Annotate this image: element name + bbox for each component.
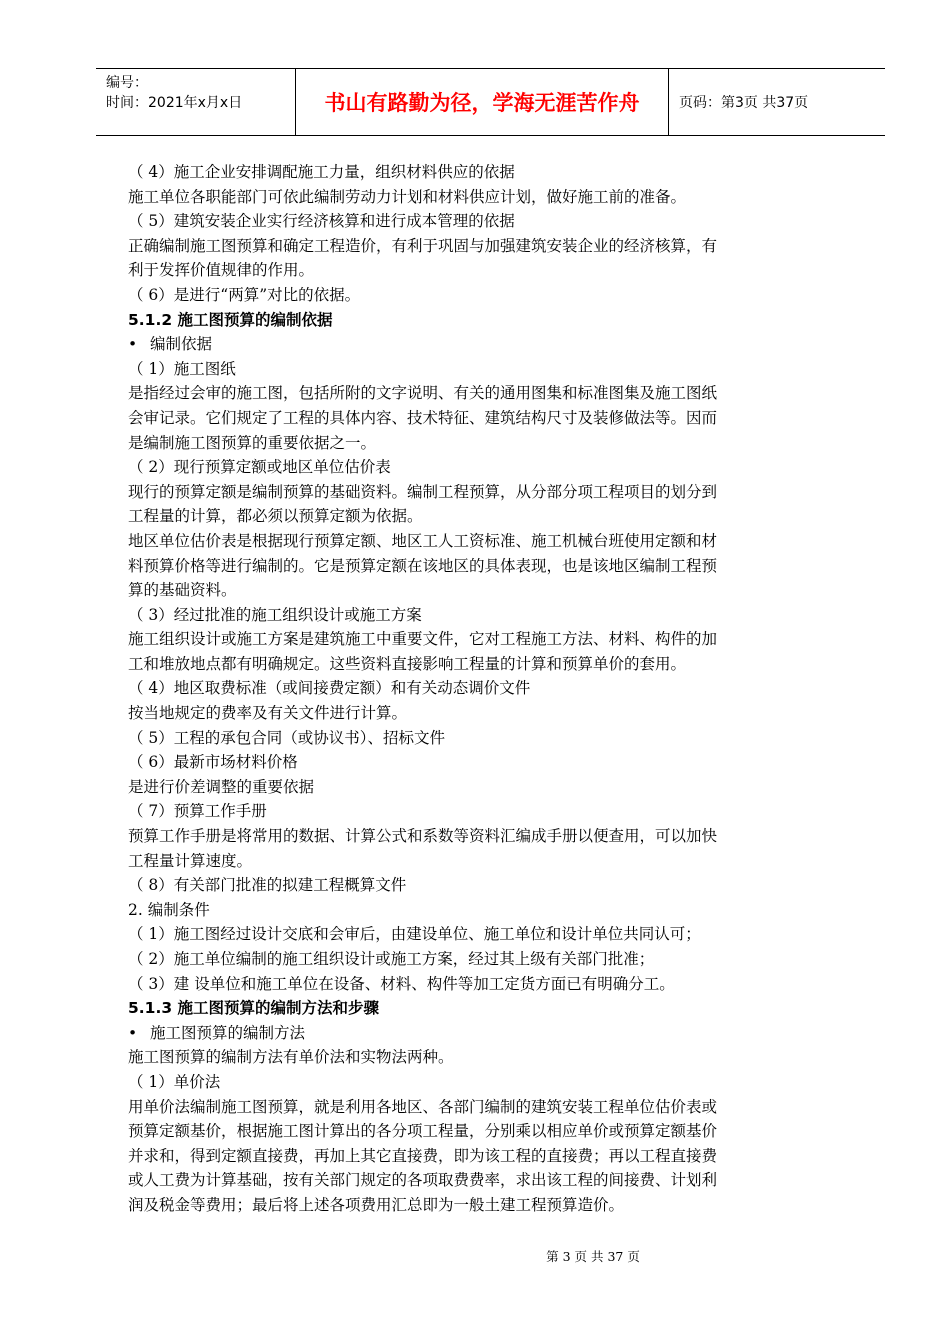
text-line: 用单价法编制施工图预算，就是利用各地区、各部门编制的建筑安装工程单位估价表或 [128,1097,718,1116]
text-line: 是编制施工图预算的重要依据之一。 [128,433,377,452]
bullet-item: • 施工图预算的编制方法 [128,1021,858,1046]
text-line: （ 1）施工图经过设计交底和会审后，由建设单位、施工单位和设计单位共同认可； [128,925,701,944]
text-line: （ 1）单价法 [128,1072,221,1091]
text-line: （ 2）施工单位编制的施工组织设计或施工方案，经过其上级有关部门批准； [128,950,655,968]
header-meta [96,69,296,135]
text-line: 算的基础资料。 [128,581,237,600]
text-line: 料预算价格等进行编制的。它是预算定额在该地区的具体表现，也是该地区编制工程预 [128,556,718,575]
text-line: （ 7）预算工作手册 [128,802,267,821]
text-line: 施工单位各职能部门可依此编制劳动力计划和材料供应计划，做好施工前的准备。 [128,187,687,206]
header-page-info: 页码：第3页 共37页 [679,95,809,111]
text-line: 利于发挥价值规律的作用。 [128,261,315,280]
text-line: （ 2）现行预算定额或地区单位估价表 [128,458,391,477]
text-line: 工程量计算速度。 [128,851,253,870]
text-line: （ 6）是进行“两算”对比的依据。 [128,285,361,304]
text-line: 地区单位估价表是根据现行预算定额、地区工人工资标准、施工机械台班使用定额和材 [128,531,718,550]
text-line: 会审记录。它们规定了工程的具体内容、技术特征、建筑结构尺寸及装修做法等。因而 [128,408,718,427]
text-line: 2. 编制条件 [128,900,210,919]
text-line: （ 4）施工企业安排调配施工力量，组织材料供应的依据 [128,163,515,181]
text-line: 或人工费为计算基础，按有关部门规定的各项取费费率，求出该工程的间接费、计划利 [128,1171,718,1190]
text-line: 预算工作手册是将常用的数据、计算公式和系数等资料汇编成手册以便查用，可以加快 [128,827,718,846]
document-body [128,160,858,1218]
header-motto: 书山有路勤为径，学海无涯苦作舟 [296,69,669,135]
text-line: （ 3）经过批准的施工组织设计或施工方案 [128,605,422,624]
text-line: 是进行价差调整的重要依据 [128,777,315,796]
text-line: （ 3）建 设单位和施工单位在设备、材料、构件等加工定货方面已有明确分工。 [128,974,675,993]
section-heading: 5.1.3 施工图预算的编制方法和步骤 [128,999,380,1018]
text-line: 工和堆放地点都有明确规定。这些资料直接影响工程量的计算和预算单价的套用。 [128,654,687,673]
section-heading: 5.1.2 施工图预算的编制依据 [128,310,333,329]
text-line: （ 6）最新市场材料价格 [128,753,298,772]
text-line: （ 5）工程的承包合同（或协议书）、招标文件 [128,728,446,747]
page-footer [0,1247,950,1265]
text-line: 预算定额基价，根据施工图计算出的各分项工程量，分别乘以相应单价或预算定额基价 [128,1122,718,1141]
text-line: 并求和，得到定额直接费，再加上其它直接费，即为该工程的直接费；再以工程直接费 [128,1146,718,1165]
time-label: 时间：2021年x月x日 [106,95,243,111]
text-line: 工程量的计算，都必须以预算定额为依据。 [128,507,423,526]
text-line: 现行的预算定额是编制预算的基础资料。编制工程预算，从分部分项工程项目的划分到 [128,482,718,501]
text-line: 是指经过会审的施工图，包括所附的文字说明、有关的通用图集和标准图集及施工图纸 [128,384,718,403]
text-line: （ 4）地区取费标准（或间接费定额）和有关动态调价文件 [128,679,531,698]
text-line: 按当地规定的费率及有关文件进行计算。 [128,704,408,723]
text-line: （ 5）建筑安装企业实行经济核算和进行成本管理的依据 [128,212,515,231]
bullet-item: • 编制依据 [128,332,858,357]
code-label: 编号： [106,75,148,91]
text-line: （ 8）有关部门批准的拟建工程概算文件 [128,876,407,895]
text-line: 施工图预算的编制方法有单价法和实物法两种。 [128,1048,454,1067]
text-line: 正确编制施工图预算和确定工程造价，有利于巩固与加强建筑安装企业的经济核算，有 [128,236,718,255]
text-line: 施工组织设计或施工方案是建筑施工中重要文件，它对工程施工方法、材料、构件的加 [128,630,718,649]
footer-page-number: 第 3 页 共 37 页 [546,1249,640,1264]
text-line: 润及税金等费用；最后将上述各项费用汇总即为一般土建工程预算造价。 [128,1195,625,1214]
text-line: （ 1）施工图纸 [128,359,236,378]
page-header [96,68,885,136]
